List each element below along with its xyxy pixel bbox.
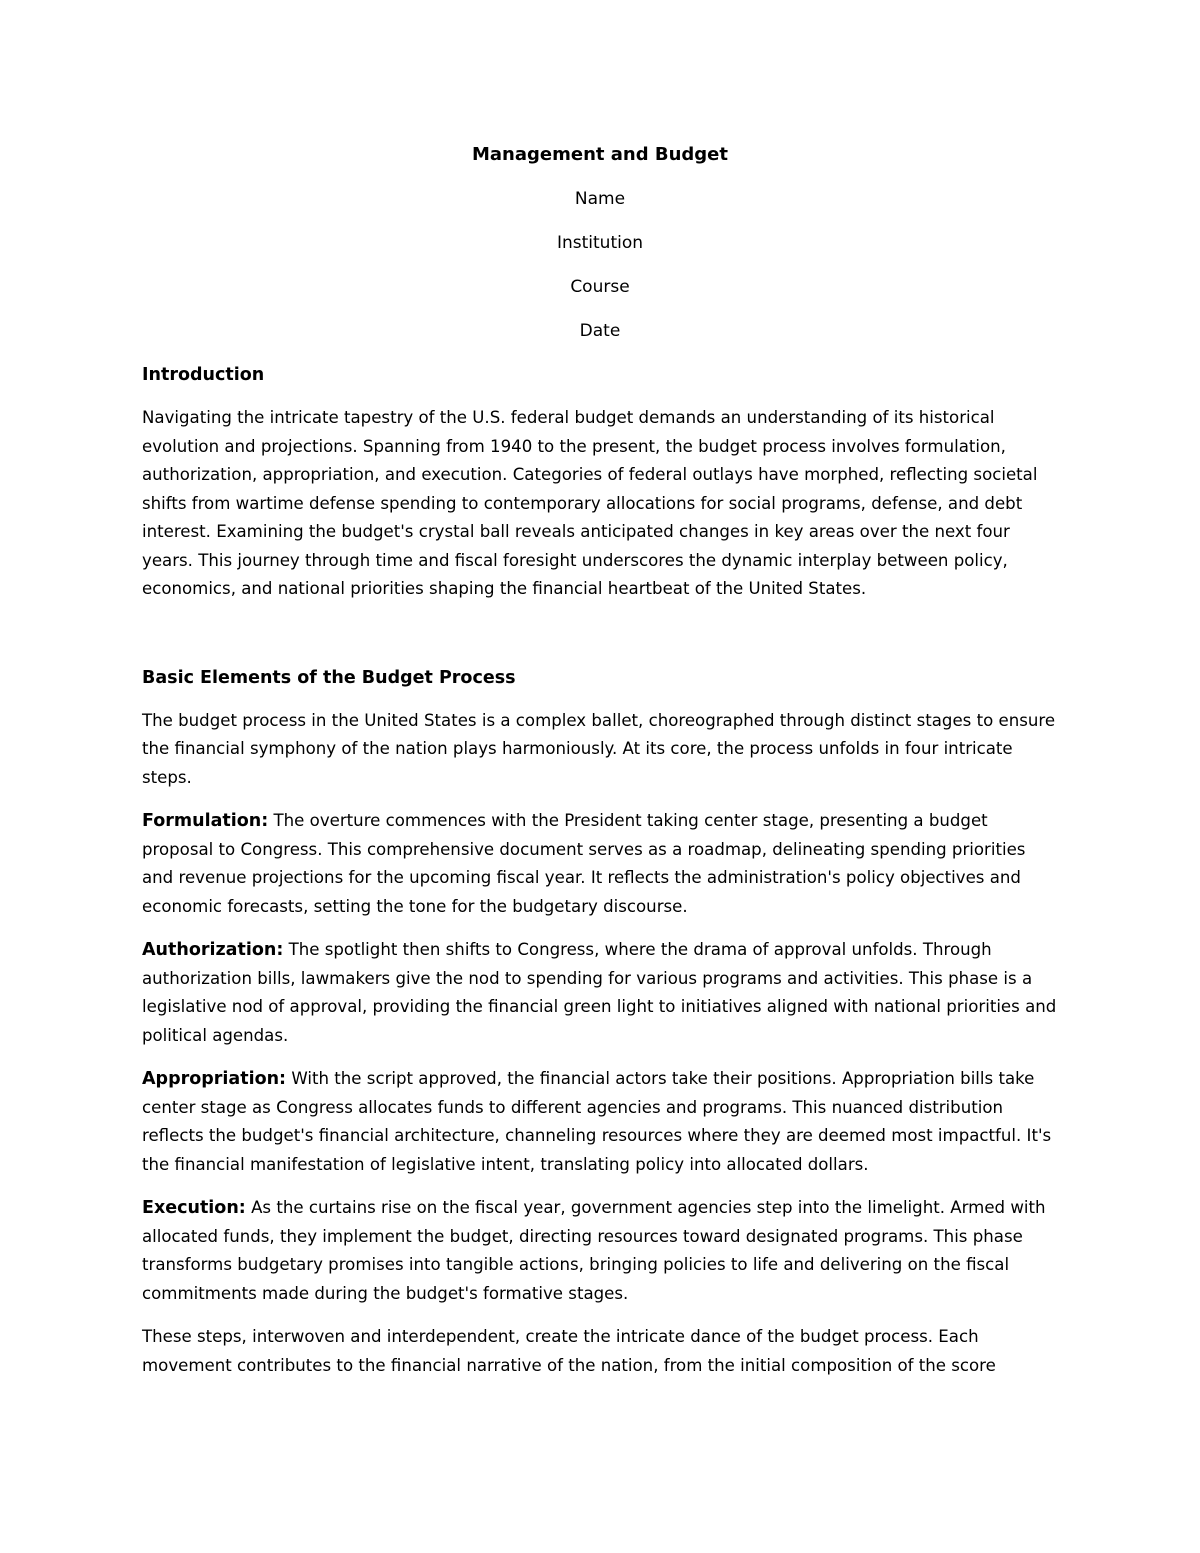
step-text: As the curtains rise on the fiscal year, government agencies step into the limelight. Armed with allocated funds, they implement the budget, directing resources toward designated programs. This phase transforms budgetary promises into tangible actions, bringing policies to life and delivering on the fiscal commitments made during the budget's formative stages. [142,1198,1046,1303]
step-term: Execution: [142,1198,246,1218]
step-term: Formulation: [142,811,269,831]
step-term: Authorization: [142,940,284,960]
step-appropriation [142,1065,1058,1179]
date: Date [579,321,621,341]
section-spacer [142,619,1058,663]
title-block [142,140,1058,346]
step-text: With the script approved, the financial actors take their positions. Appropriation bills take center stage as Congress allocates funds to different agencies and programs. This nuanced distribution reflects the budget's financial architecture, channeling resources where they are deemed most impactful. It's the financial manifestation of legislative intent, translating policy into allocated dollars. [142,1069,1052,1174]
document-title: Management and Budget [472,144,728,165]
introduction-paragraph: Navigating the intricate tapestry of the U.S. federal budget demands an understanding of its historical evolution and projections. Spanning from 1940 to the present, the budget process involves formulation, authorization, appropriation, and execution. Categories of federal outlays have morphed, reflecting societal shifts from wartime defense spending to contemporary allocations for social programs, defense, and debt interest. Examining the budget's crystal ball reveals anticipated changes in key areas over the next four years. This journey through time and fiscal foresight underscores the dynamic interplay between policy, economics, and national priorities shaping the financial heartbeat of the United States. [142,408,1038,598]
step-formulation [142,807,1058,921]
step-authorization [142,936,1058,1050]
institution: Institution [556,233,644,253]
step-term: Appropriation: [142,1069,287,1089]
step-execution [142,1194,1058,1308]
author-name: Name [574,189,626,209]
course: Course [570,277,630,297]
step-text: The overture commences with the President taking center stage, presenting a budget proposal to Congress. This comprehensive document serves as a roadmap, delineating spending priorities and revenue projections for the upcoming fiscal year. It reflects the administration's policy objectives and economic forecasts, setting the tone for the budgetary discourse. [142,811,1026,916]
basic-elements-heading: Basic Elements of the Budget Process [142,667,516,688]
closing-paragraph: These steps, interwoven and interdependent, create the intricate dance of the budget process. Each movement contributes to the financial narrative of the nation, from the initial composition of the score [142,1327,996,1375]
step-text: The spotlight then shifts to Congress, where the drama of approval unfolds. Through authorization bills, lawmakers give the nod to spending for various programs and activities. This phase is a legislative nod of approval, providing the financial green light to initiatives aligned with national priorities and political agendas. [142,940,1057,1045]
page-content [142,140,1058,1395]
introduction-heading: Introduction [142,365,265,385]
basic-elements-intro: The budget process in the United States is a complex ballet, choreographed through distinct stages to ensure the financial symphony of the nation plays harmoniously. At its core, the process unfolds in four intricate steps. [142,710,1056,787]
